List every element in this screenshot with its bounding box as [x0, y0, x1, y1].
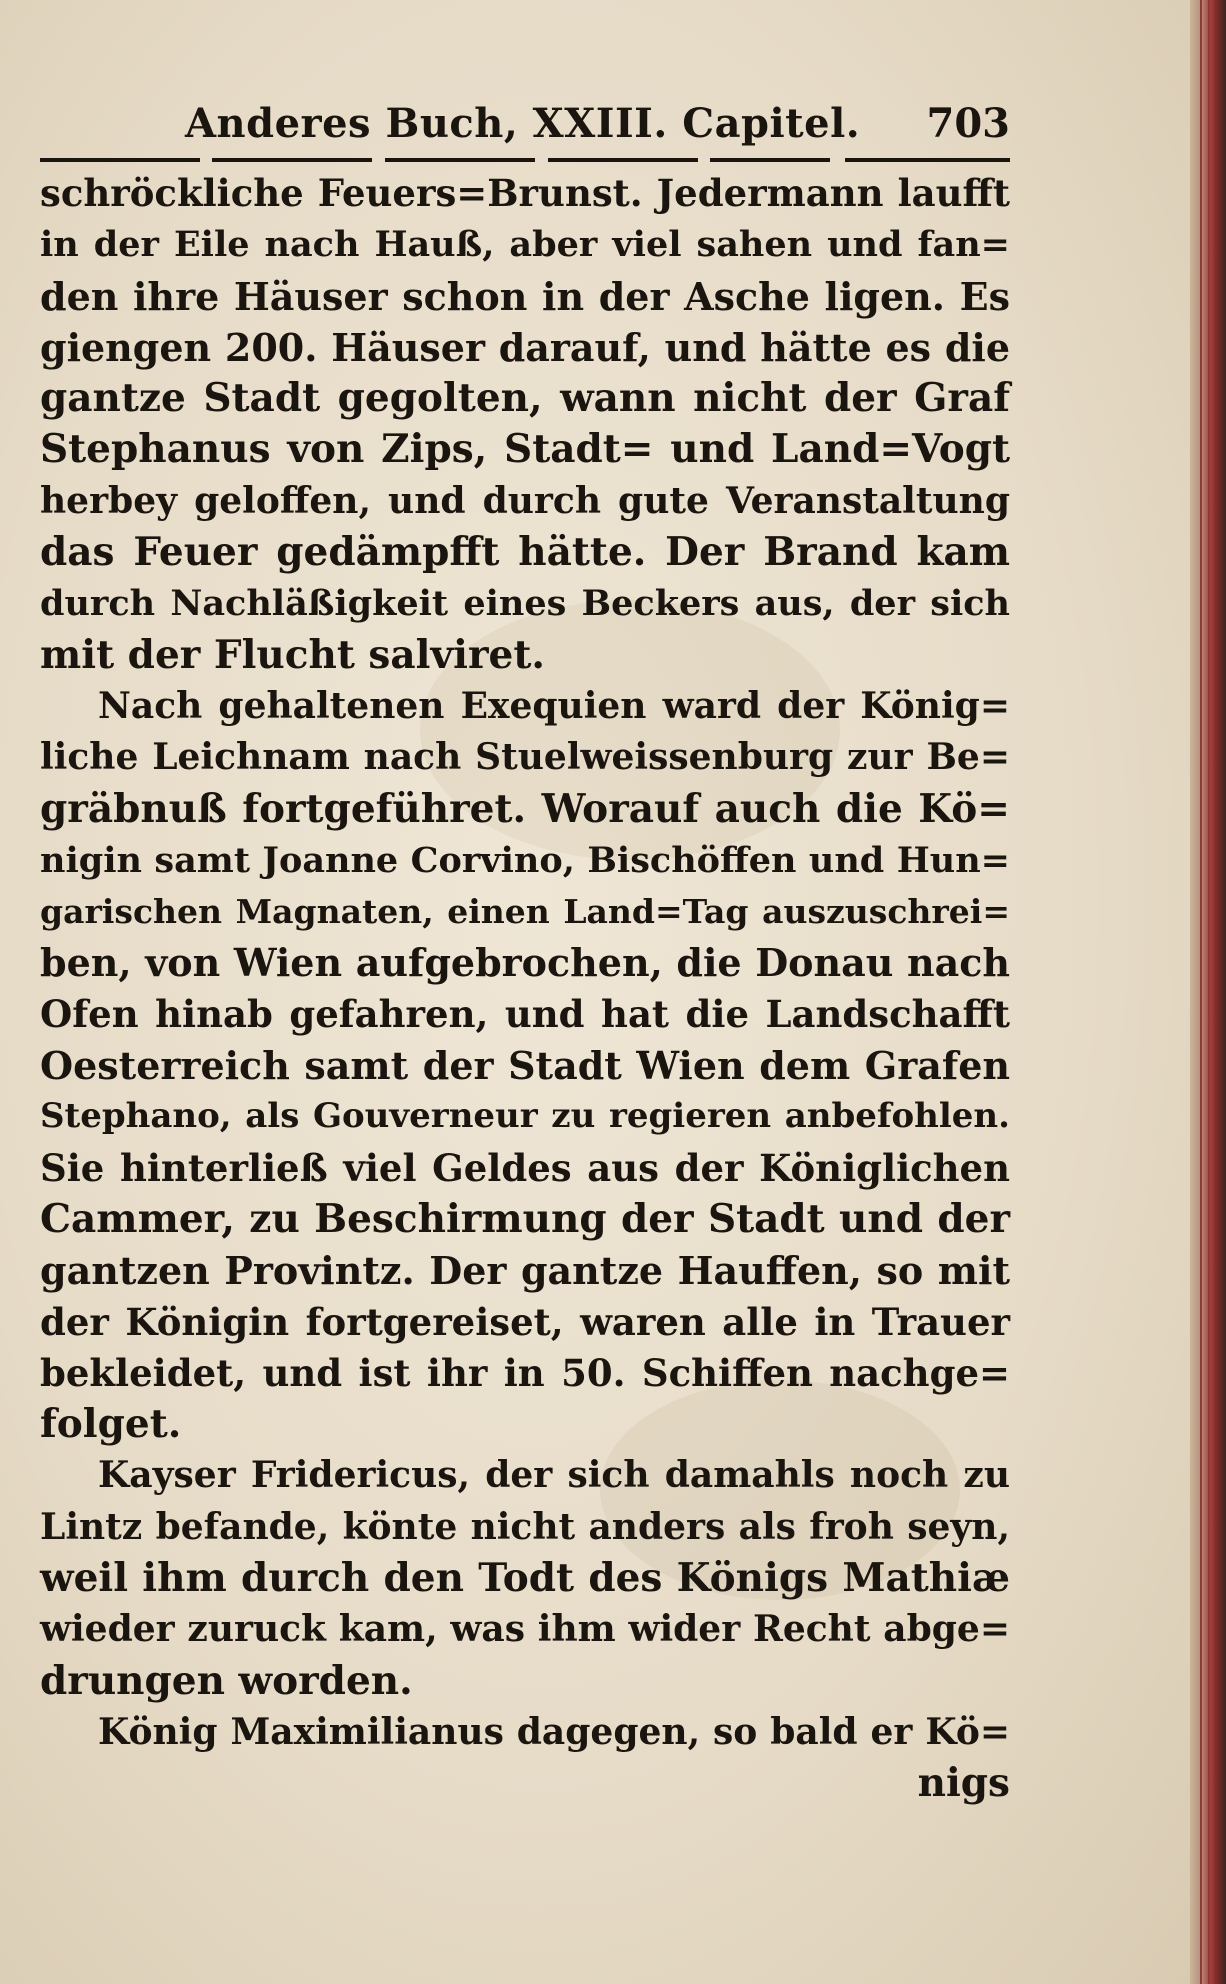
text-line: Lintz befande, könte nicht anders als froh seyn,	[40, 1505, 1010, 1548]
text-line: Cammer, zu Beschirmung der Stadt und der	[40, 1195, 1010, 1242]
text-line: das Feuer gedämpfft hätte. Der Brand kam	[40, 529, 1010, 576]
page-header	[40, 100, 1010, 148]
text-line: bekleidet, und ist ihr in 50. Schiffen nachge=	[40, 1350, 1010, 1395]
running-head: Anderes Buch, XXIII. Capitel.	[185, 100, 861, 147]
book-edge	[1190, 0, 1226, 1984]
text-line: in der Eile nach Hauß, aber viel sahen und fan=	[40, 224, 1010, 266]
text-line: Ofen hinab gefahren, und hat die Landschafft	[40, 991, 1010, 1036]
header-rule	[40, 158, 200, 162]
text-line: gantze Stadt gegolten, wann nicht der Graf	[40, 375, 1010, 422]
header-rule	[385, 158, 535, 162]
text-line: durch Nachläßigkeit eines Beckers aus, der sich	[40, 583, 1010, 625]
body-text	[40, 168, 1010, 1810]
page-number: 703	[926, 100, 1010, 147]
text-line: Oesterreich samt der Stadt Wien dem Grafen	[40, 1043, 1010, 1089]
edge-line	[1200, 0, 1202, 1984]
text-line: der Königin fortgereiset, waren alle in Trauer	[40, 1299, 1010, 1344]
text-line: folget.	[40, 1401, 182, 1448]
text-line: mit der Flucht salviret.	[40, 631, 545, 678]
text-line: liche Leichnam nach Stuelweissenburg zur Be=	[40, 736, 1010, 779]
text-line: Sie hinterließ viel Geldes aus der Königlichen	[40, 1145, 1010, 1190]
text-line: weil ihm durch den Todt des Königs Mathiæ	[40, 1555, 1010, 1602]
text-line: giengen 200. Häuser darauf, und hätte es die	[40, 324, 1010, 370]
text-line: gantzen Provintz. Der gantze Hauffen, so mit	[40, 1248, 1010, 1294]
edge-line	[1208, 0, 1210, 1984]
text-line: wieder zuruck kam, was ihm wider Recht abge=	[40, 1608, 1010, 1651]
text-line: den ihre Häuser schon in der Asche ligen. Es	[40, 273, 1010, 319]
paragraph-first-line: Nach gehaltenen Exequien ward der König=	[98, 684, 1010, 727]
text-line: garischen Magnaten, einen Land=Tag auszuschrei=	[40, 892, 1010, 932]
text-line: gräbnuß fortgeführet. Worauf auch die Kö=	[40, 785, 1010, 832]
text-line: Stephano, als Gouverneur zu regieren anbefohlen.	[40, 1096, 1010, 1137]
text-line: Stephanus von Zips, Stadt= und Land=Vogt	[40, 426, 1010, 473]
header-rule	[710, 158, 830, 162]
text-line: ben, von Wien aufgebrochen, die Donau nach	[40, 940, 1010, 986]
text-line: herbey geloffen, und durch gute Veranstaltung	[40, 479, 1010, 522]
catchword: nigs	[917, 1760, 1010, 1807]
paragraph-first-line: Kayser Fridericus, der sich damahls noch zu	[98, 1454, 1010, 1497]
text-line: drungen worden.	[40, 1657, 413, 1704]
header-rule	[845, 158, 1010, 162]
text-line: nigin samt Joanne Corvino, Bischöffen und Hun=	[40, 839, 1010, 881]
header-rule	[548, 158, 698, 162]
paragraph-first-line: König Maximilianus dagegen, so bald er Kö=	[98, 1710, 1010, 1753]
text-line: schröckliche Feuers=Brunst. Jedermann laufft	[40, 171, 1010, 215]
header-rule	[212, 158, 372, 162]
